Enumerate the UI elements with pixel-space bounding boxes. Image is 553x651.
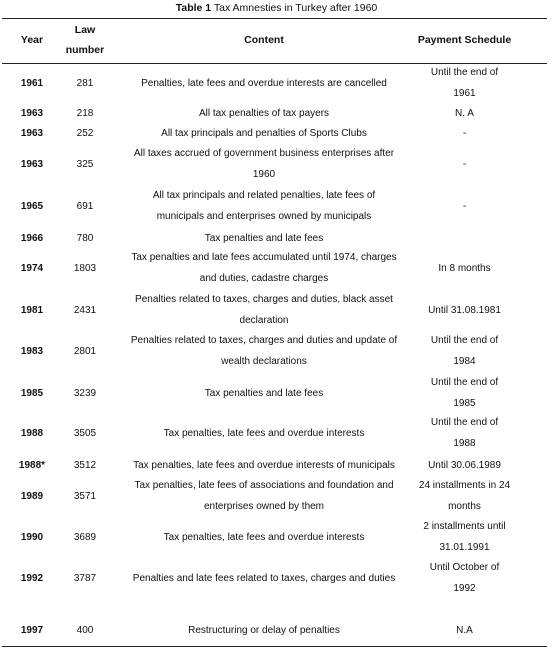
row-law-number: 1803 <box>73 262 97 274</box>
row-payment-line: 1985 <box>453 398 476 409</box>
table-bottom-rule <box>2 646 547 647</box>
row-content-line: Tax penalties and late fees accumulated until 1974, charges <box>131 252 397 263</box>
row-payment-line: - <box>462 200 467 212</box>
header-law-line2: number <box>65 44 105 56</box>
row-law-number: 3787 <box>73 572 97 584</box>
row-payment-line: 1992 <box>453 583 476 594</box>
row-content-line: Tax penalties, late fees of associations and foundation and <box>134 480 394 491</box>
row-content-line: Restructuring or delay of penalties <box>188 624 340 636</box>
row-year: 1988 <box>20 427 44 439</box>
row-payment-line: - <box>462 127 467 139</box>
row-content-line: and duties, cadastre charges <box>199 273 329 284</box>
row-year: 1965 <box>20 200 44 212</box>
row-year: 1997 <box>20 624 44 636</box>
row-year: 1990 <box>20 531 44 543</box>
row-law-number: 281 <box>76 77 94 89</box>
row-payment-line: 24 installments in 24 <box>418 480 511 491</box>
header-year: Year <box>20 34 44 46</box>
row-payment-line: Until October of <box>429 562 500 573</box>
row-content-line: Tax penalties and late fees <box>204 232 324 244</box>
row-year: 1983 <box>20 345 44 357</box>
row-payment-line: Until the end of <box>430 417 499 428</box>
row-year: 1963 <box>20 107 44 119</box>
row-payment-line: months <box>448 501 481 512</box>
row-content-line: Penalties, late fees and overdue interests are cancelled <box>141 77 387 89</box>
row-content-line: Tax penalties, late fees and overdue interests of municipals <box>133 459 395 471</box>
row-payment-line: In 8 months <box>438 262 491 274</box>
row-law-number: 3239 <box>73 387 97 399</box>
row-payment-line: Until the end of <box>430 67 499 78</box>
row-content-line: declaration <box>239 315 289 326</box>
row-year: 1989 <box>20 490 44 502</box>
row-payment-line: N.A <box>456 624 473 636</box>
row-law-number: 691 <box>76 200 94 212</box>
row-content-line: Penalties related to taxes, charges and duties and update of <box>130 335 398 346</box>
row-content-line: All tax principals and penalties of Sports Clubs <box>161 127 367 139</box>
table-caption <box>0 1 553 15</box>
row-law-number: 218 <box>76 107 94 119</box>
row-law-number: 3689 <box>73 531 97 543</box>
row-content-line: Penalties and late fees related to taxes, charges and duties <box>132 572 396 584</box>
row-content-line: wealth declarations <box>221 356 307 367</box>
row-year: 1985 <box>20 387 44 399</box>
header-payment: Payment Schedule <box>417 34 512 46</box>
row-payment-line: 1988 <box>453 438 476 449</box>
row-year: 1966 <box>20 232 44 244</box>
table-label: Table 1 <box>175 2 212 14</box>
row-content-line: All tax principals and related penalties, late fees of <box>152 190 376 201</box>
row-payment-line: Until the end of <box>430 377 499 388</box>
row-law-number: 3505 <box>73 427 97 439</box>
row-content-line: 1960 <box>252 169 276 180</box>
row-content-line: Penalties related to taxes, charges and duties, black asset <box>135 294 393 305</box>
row-payment-line: - <box>462 158 467 170</box>
row-payment-line: N. A <box>455 107 474 119</box>
row-year: 1988* <box>18 459 46 471</box>
row-payment-line: 31.01.1991 <box>439 542 490 553</box>
row-content-line: Tax penalties and late fees <box>204 387 324 399</box>
row-content-line: All taxes accrued of government business enterprises after <box>133 148 395 159</box>
row-year: 1974 <box>20 262 44 274</box>
row-content-line: Tax penalties, late fees and overdue interests <box>163 427 365 439</box>
row-payment-line: Until 31.08.1981 <box>428 304 501 316</box>
row-law-number: 325 <box>76 158 94 170</box>
table-title: Tax Amnesties in Turkey after 1960 <box>213 2 378 14</box>
row-content-line: Tax penalties, late fees and overdue interests <box>163 531 365 543</box>
row-law-number: 252 <box>76 127 94 139</box>
row-content-line: municipals and enterprises owned by municipals <box>156 211 372 222</box>
row-payment-line: 1961 <box>453 88 476 99</box>
row-law-number: 2801 <box>73 345 97 357</box>
row-law-number: 400 <box>76 624 94 636</box>
row-payment-line: Until the end of <box>430 335 499 346</box>
row-law-number: 3571 <box>73 490 97 502</box>
header-content: Content <box>244 34 284 46</box>
row-payment-line: 1984 <box>453 356 476 367</box>
row-year: 1963 <box>20 158 44 170</box>
row-payment-line: 2 installments until <box>423 521 506 532</box>
row-year: 1981 <box>20 304 44 316</box>
row-law-number: 780 <box>76 232 94 244</box>
row-payment-line: Until 30.06.1989 <box>428 459 501 471</box>
row-law-number: 2431 <box>73 304 97 316</box>
header-law-line1: Law <box>74 24 96 36</box>
row-year: 1963 <box>20 127 44 139</box>
row-content-line: All tax penalties of tax payers <box>198 107 330 119</box>
row-content-line: enterprises owned by them <box>203 501 325 512</box>
row-law-number: 3512 <box>73 459 97 471</box>
table-top-rule <box>2 18 547 19</box>
row-year: 1961 <box>20 77 44 89</box>
row-year: 1992 <box>20 572 44 584</box>
